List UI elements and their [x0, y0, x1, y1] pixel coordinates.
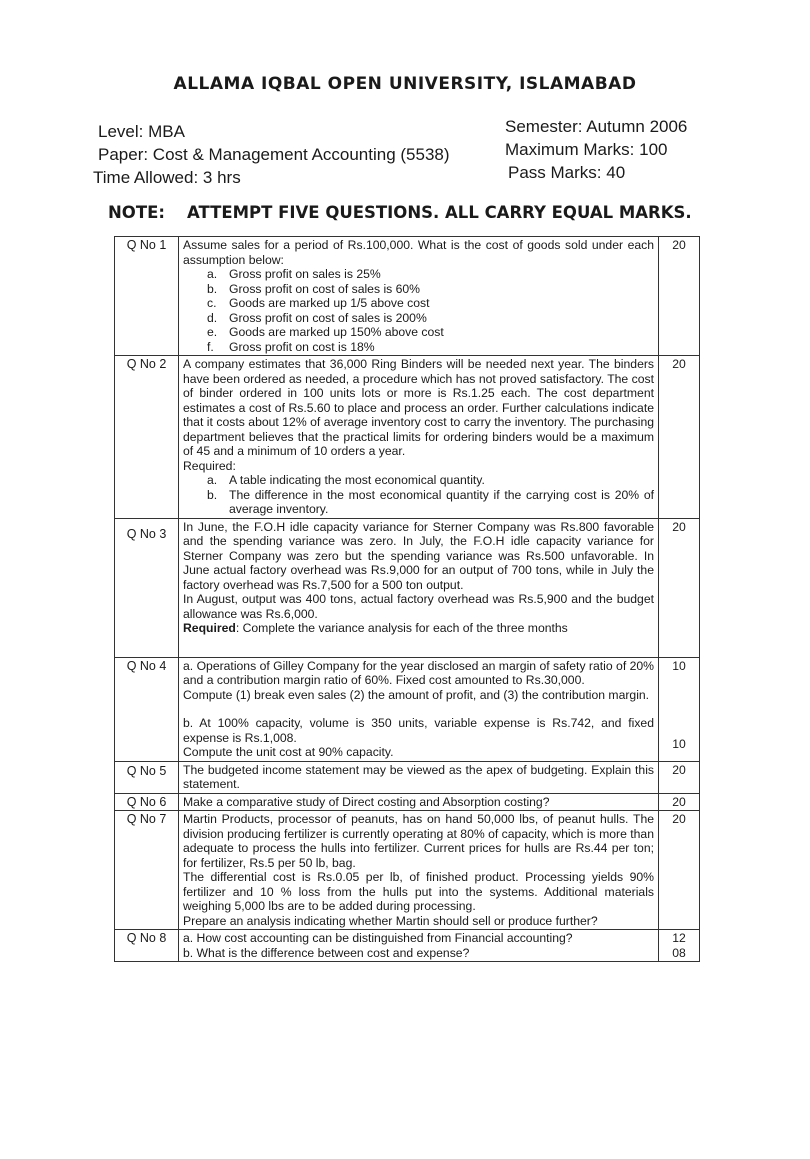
question-text: The budgeted income statement may be viewed as the apex of budgeting. Explain this statement.: [179, 761, 659, 793]
question-paragraph: In June, the F.O.H idle capacity variance for Sterner Company was Rs.800 favorable and the spending variance was zero. In July, the F.O.H idle capacity variance for Sterner Company was zero but the spending variance was Rs.500 unfavorable. In June actual factory overhead was Rs.9,000 for an output of 700 tons, while in July the factory overhead was Rs.7,500 for a 500 ton output.: [183, 519, 654, 592]
question-number: Q No 5: [115, 761, 179, 793]
question-row-8: [115, 930, 700, 962]
option-list: [183, 473, 654, 517]
questions-table: [114, 236, 700, 962]
marks-part-a: 12: [672, 931, 686, 945]
required-line: Required: Complete the variance analysis for each of the three months: [183, 621, 568, 635]
marks-part-a: 10: [672, 658, 686, 673]
required-label: Required:: [183, 458, 236, 473]
question-text: [179, 237, 659, 356]
question-marks: [659, 657, 700, 761]
question-row-5: [115, 761, 700, 793]
question-text: [179, 657, 659, 761]
question-number: Q No 7: [115, 811, 179, 930]
question-marks: 20: [659, 518, 700, 657]
question-paragraph: In August, output was 400 tons, actual factory overhead was Rs.5,900 and the budget allowance was Rs.6,000.: [183, 592, 654, 621]
note-label: NOTE:: [108, 203, 165, 222]
question-marks: 20: [659, 793, 700, 811]
max-marks-line: Maximum Marks: 100: [505, 140, 668, 159]
question-row-3: [115, 518, 700, 657]
question-part-a: a. How cost accounting can be distinguished from Financial accounting?: [183, 931, 573, 945]
question-text: [179, 811, 659, 930]
question-row-6: [115, 793, 700, 811]
option-list: [183, 267, 654, 354]
pass-marks-line: Pass Marks: 40: [508, 163, 626, 182]
question-number: Q No 6: [115, 793, 179, 811]
question-part-b: b. What is the difference between cost and expense?: [183, 945, 470, 960]
question-part-b-task: Compute the unit cost at 90% capacity.: [183, 745, 394, 759]
question-text: [179, 930, 659, 962]
question-intro: Assume sales for a period of Rs.100,000. What is the cost of goods sold under each assumption below:: [183, 238, 654, 267]
question-text: [179, 518, 659, 657]
list-item: f. Gross profit on cost is 18%: [207, 339, 375, 354]
question-row-2: [115, 356, 700, 519]
question-number: Q No 1: [115, 237, 179, 356]
question-marks: 20: [659, 761, 700, 793]
question-row-7: [115, 811, 700, 930]
question-paragraph: The differential cost is Rs.0.05 per lb, of finished product. Processing yields 90% fertilizer and 10 % loss from the hulls put into the systems. Additional materials weighing 5,000 lbs are to be added during processing.: [183, 870, 654, 913]
question-text: Make a comparative study of Direct costing and Absorption costing?: [179, 793, 659, 811]
level-line: Level: MBA: [98, 122, 185, 141]
marks-part-b: 08: [672, 945, 686, 960]
list-item: a. A table indicating the most economical quantity.: [207, 473, 485, 487]
question-paragraph: Prepare an analysis indicating whether Martin should sell or produce further?: [183, 913, 598, 928]
question-part-a-task: Compute (1) break even sales (2) the amount of profit, and (3) the contribution margin.: [183, 687, 650, 702]
question-row-4: [115, 657, 700, 761]
list-item: d. Gross profit on cost of sales is 200%: [207, 310, 427, 325]
question-marks: [659, 930, 700, 962]
question-number: Q No 4: [115, 657, 179, 761]
list-item: b. Gross profit on cost of sales is 60%: [207, 281, 421, 296]
note-text: ATTEMPT FIVE QUESTIONS. ALL CARRY EQUAL MARKS.: [186, 203, 692, 222]
list-item: a. Gross profit on sales is 25%: [207, 267, 381, 281]
question-paragraph: A company estimates that 36,000 Ring Binders will be needed next year. The binders have been ordered as needed, a procedure which has not proved satisfactory. The cost of binder ordered in 100 units lots or more is Rs.1.25 each. The cost department estimates a cost of Rs.5.60 to place and process an order. Further calculations indicate that it costs about 12% of average inventory cost to carry the inventory. The purchasing department believes that the practical limits for ordering binders would be a maximum of 45 and a minimum of 10 orders a year.: [183, 357, 654, 458]
question-number: Q No 3: [115, 518, 179, 657]
list-item: b. The difference in the most economical quantity if the carrying cost is 20% of average inventory.: [207, 487, 654, 516]
exam-info-right: [505, 115, 687, 184]
question-row-1: [115, 237, 700, 356]
marks-part-b: 10: [672, 737, 686, 751]
question-number: Q No 8: [115, 930, 179, 962]
instruction-note: [108, 203, 692, 222]
question-part-a: a. Operations of Gilley Company for the year disclosed an margin of safety ratio of 20% and a contribution margin ratio of 60%. Fixed cost amounted to Rs.30,000.: [183, 658, 654, 687]
list-item: c. Goods are marked up 1/5 above cost: [207, 296, 430, 310]
question-marks: 20: [659, 356, 700, 519]
question-marks: 20: [659, 811, 700, 930]
exam-info-left: [93, 120, 450, 189]
list-item: e. Goods are marked up 150% above cost: [207, 325, 444, 339]
question-marks: 20: [659, 237, 700, 356]
time-line: Time Allowed: 3 hrs: [93, 168, 241, 187]
question-number: Q No 2: [115, 356, 179, 519]
paper-line: Paper: Cost & Management Accounting (5538): [98, 145, 450, 164]
question-paragraph: Martin Products, processor of peanuts, has on hand 50,000 lbs, of peanut hulls. The division producing fertilizer is currently operating at 80% of capacity, which is more than adequate to process the hulls into fertilizer. Current prices for hulls are Rs.44 per ton; for fertilizer, Rs.5 per 50 lb, bag.: [183, 812, 654, 870]
question-part-b: b. At 100% capacity, volume is 350 units, variable expense is Rs.742, and fixed expense is Rs.1,008.: [183, 716, 654, 745]
semester-line: Semester: Autumn 2006: [505, 117, 688, 136]
question-text: [179, 356, 659, 519]
university-title: ALLAMA IQBAL OPEN UNIVERSITY, ISLAMABAD: [173, 74, 637, 94]
